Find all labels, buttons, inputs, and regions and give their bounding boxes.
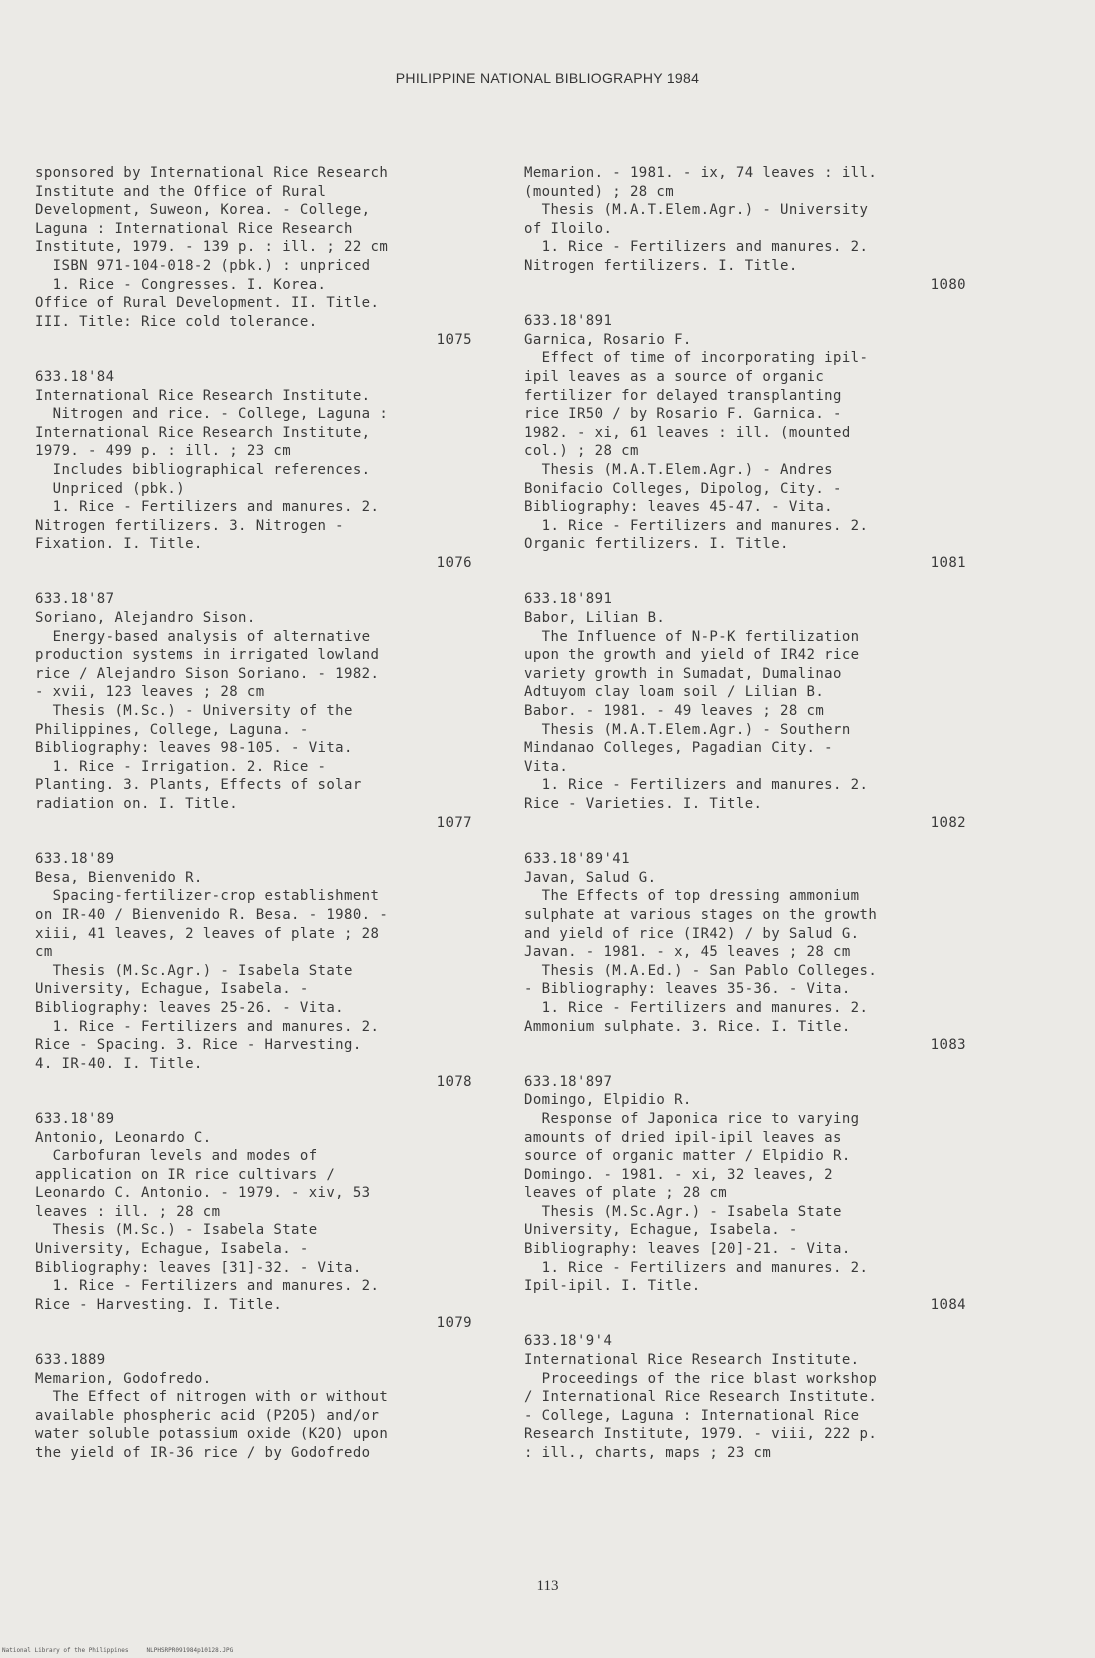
entry-gap: [524, 572, 984, 590]
entry-line: Rice - Spacing. 3. Rice - Harvesting.: [35, 1037, 362, 1054]
entry-line: application on IR rice cultivars /: [35, 1166, 336, 1183]
entry-number: 1080: [930, 276, 966, 293]
entry-number: 1081: [930, 554, 966, 571]
entry-line: 633.18'89'41: [524, 851, 630, 868]
entry-line: Rice - Harvesting. I. Title.: [35, 1296, 283, 1313]
entry-line: cm: [35, 944, 53, 961]
catalog-entry: [524, 312, 984, 572]
entry-line: 1. Rice - Fertilizers and manures. 2.: [35, 1018, 380, 1035]
entry-number: 1076: [436, 554, 472, 571]
entry-number: 1078: [436, 1074, 472, 1091]
entry-line: 633.18'84: [35, 368, 115, 385]
entry-line: Bibliography: leaves 98-105. - Vita.: [35, 740, 353, 757]
entry-line: Research Institute, 1979. - viii, 222 p.: [524, 1426, 878, 1443]
entry-line: 633.18'891: [524, 313, 613, 330]
entry-line: International Rice Research Institute.: [35, 387, 371, 404]
entry-line: Nitrogen fertilizers. 3. Nitrogen -: [35, 517, 345, 534]
entry-line: 633.18'9'4: [524, 1333, 613, 1350]
entry-line: Soriano, Alejandro Sison.: [35, 610, 256, 627]
entry-line: Bibliography: leaves [31]-32. - Vita.: [35, 1259, 362, 1276]
entry-line: III. Title: Rice cold tolerance.: [35, 313, 318, 330]
entry-line: Mindanao Colleges, Pagadian City. -: [524, 740, 834, 757]
entry-line: Thesis (M.Sc.) - University of the: [35, 703, 353, 720]
entry-line: Garnica, Rosario F.: [524, 331, 692, 348]
entry-line: Ammonium sulphate. 3. Rice. I. Title.: [524, 1018, 851, 1035]
entry-line: Institute, 1979. - 139 p. : ill. ; 22 cm: [35, 239, 389, 256]
entry-line: Besa, Bienvenido R.: [35, 869, 203, 886]
entry-line: The Effects of top dressing ammonium: [524, 888, 860, 905]
entry-line: Fixation. I. Title.: [35, 536, 203, 553]
entry-line: (mounted) ; 28 cm: [524, 183, 675, 200]
entry-line: Carbofuran levels and modes of: [35, 1148, 318, 1165]
catalog-entry: [524, 590, 984, 832]
entry-line: University, Echague, Isabela. -: [524, 1222, 798, 1239]
entry-line: ISBN 971-104-018-2 (pbk.) : unpriced: [35, 257, 371, 274]
entry-line: amounts of dried ipil-ipil leaves as: [524, 1129, 842, 1146]
entry-line: 1. Rice - Fertilizers and manures. 2.: [524, 999, 869, 1016]
entry-line: 633.18'89: [35, 851, 115, 868]
entry-number: 1084: [930, 1296, 966, 1313]
entry-line: 1. Rice - Fertilizers and manures. 2.: [524, 1259, 869, 1276]
entry-line: 1. Rice - Irrigation. 2. Rice -: [35, 758, 327, 775]
entry-line: Bibliography: leaves [20]-21. - Vita.: [524, 1241, 851, 1258]
entry-line: sponsored by International Rice Research: [35, 165, 389, 181]
entry-line: Thesis (M.A.T.Elem.Agr.) - University: [524, 202, 869, 219]
entry-line: Leonardo C. Antonio. - 1979. - xiv, 53: [35, 1185, 371, 1202]
entry-line: 633.1889: [35, 1352, 106, 1369]
entry-line: Planting. 3. Plants, Effects of solar: [35, 777, 362, 794]
entry-line: Nitrogen fertilizers. I. Title.: [524, 257, 798, 274]
entry-gap: [35, 1333, 490, 1351]
catalog-entry: [35, 368, 490, 573]
entry-line: Adtuyom clay loam soil / Lilian B.: [524, 684, 825, 701]
entry-line: available phospheric acid (P2O5) and/or: [35, 1407, 380, 1424]
entry-line: University, Echague, Isabela. -: [35, 1241, 309, 1258]
entry-line: Rice - Varieties. I. Title.: [524, 796, 763, 812]
entry-line: col.) ; 28 cm: [524, 443, 639, 460]
entry-number: 1077: [436, 814, 472, 831]
entry-line: Thesis (M.Sc.) - Isabela State: [35, 1222, 318, 1239]
entry-line: Effect of time of incorporating ipil-: [524, 350, 869, 367]
entry-line: Domingo, Elpidio R.: [524, 1092, 692, 1109]
entry-line: Response of Japonica rice to varying: [524, 1110, 860, 1127]
entry-line: of Iloilo.: [524, 220, 613, 237]
entry-number: 1079: [436, 1315, 472, 1332]
entry-line: the yield of IR-36 rice / by Godofredo: [35, 1445, 371, 1461]
entry-line: 633.18'891: [524, 591, 613, 608]
entry-gap: [524, 832, 984, 850]
entry-line: rice / Alejandro Sison Soriano. - 1982.: [35, 665, 380, 682]
entry-line: xiii, 41 leaves, 2 leaves of plate ; 28: [35, 925, 380, 942]
entry-line: 1. Rice - Fertilizers and manures. 2.: [524, 239, 869, 256]
entry-line: Ipil-ipil. I. Title.: [524, 1278, 701, 1295]
entry-line: Energy-based analysis of alternative: [35, 628, 371, 645]
catalog-entry: [35, 850, 490, 1092]
entry-line: Unpriced (pbk.): [35, 480, 186, 497]
entry-line: Bibliography: leaves 45-47. - Vita.: [524, 499, 834, 516]
entry-line: - Bibliography: leaves 35-36. - Vita.: [524, 981, 851, 998]
entry-gap: [524, 1314, 984, 1332]
entry-line: sulphate at various stages on the growth: [524, 906, 878, 923]
page-number: 113: [536, 1578, 559, 1594]
entry-line: on IR-40 / Bienvenido R. Besa. - 1980. -: [35, 906, 389, 923]
entry-line: rice IR50 / by Rosario F. Garnica. -: [524, 406, 842, 423]
page-header: PHILIPPINE NATIONAL BIBLIOGRAPHY 1984: [395, 70, 700, 86]
entry-line: Memarion. - 1981. - ix, 74 leaves : ill.: [524, 165, 878, 181]
catalog-entry: [524, 1073, 984, 1315]
entry-gap: [524, 294, 984, 312]
entry-line: - College, Laguna : International Rice: [524, 1407, 860, 1424]
entry-gap: [35, 350, 490, 368]
entry-line: Thesis (M.A.Ed.) - San Pablo Colleges.: [524, 962, 878, 979]
entry-number: 1082: [930, 814, 966, 831]
entry-line: 1979. - 499 p. : ill. ; 23 cm: [35, 443, 292, 460]
entry-line: International Rice Research Institute.: [524, 1352, 860, 1369]
entry-line: International Rice Research Institute,: [35, 424, 371, 441]
entry-line: Bonifacio Colleges, Dipolog, City. -: [524, 480, 842, 497]
entry-line: Institute and the Office of Rural: [35, 183, 327, 200]
entry-line: 1. Rice - Fertilizers and manures. 2.: [524, 517, 869, 534]
entry-line: production systems in irrigated lowland: [35, 647, 380, 664]
entry-line: 633.18'87: [35, 591, 115, 608]
entry-line: 633.18'89: [35, 1110, 115, 1127]
entry-line: / International Rice Research Institute.: [524, 1389, 878, 1406]
entry-line: 633.18'897: [524, 1073, 613, 1090]
catalog-entry: [524, 850, 984, 1055]
entry-line: Babor. - 1981. - 49 leaves ; 28 cm: [524, 703, 825, 720]
entry-number: 1075: [436, 332, 472, 349]
entry-line: Memarion, Godofredo.: [35, 1370, 212, 1387]
entry-number: 1083: [930, 1037, 966, 1054]
entry-line: water soluble potassium oxide (K2O) upon: [35, 1426, 389, 1443]
entry-line: Domingo. - 1981. - xi, 32 leaves, 2: [524, 1166, 834, 1183]
entry-line: Antonio, Leonardo C.: [35, 1129, 212, 1146]
entry-line: Spacing-fertilizer-crop establishment: [35, 888, 380, 905]
entry-line: and yield of rice (IR42) / by Salud G.: [524, 925, 860, 942]
entry-line: Javan. - 1981. - x, 45 leaves ; 28 cm: [524, 944, 851, 961]
entry-line: Organic fertilizers. I. Title.: [524, 536, 789, 553]
right-column: [524, 164, 984, 1463]
entry-line: 1. Rice - Congresses. I. Korea.: [35, 276, 327, 293]
entry-line: Javan, Salud G.: [524, 869, 657, 886]
entry-line: Vita.: [524, 758, 569, 775]
entry-line: Thesis (M.Sc.Agr.) - Isabela State: [524, 1203, 842, 1220]
entry-line: leaves of plate ; 28 cm: [524, 1185, 728, 1202]
entry-line: Bibliography: leaves 25-26. - Vita.: [35, 999, 345, 1016]
entry-line: Includes bibliographical references.: [35, 461, 371, 478]
entry-line: Babor, Lilian B.: [524, 610, 666, 627]
catalog-entry: [35, 1351, 490, 1463]
entry-line: upon the growth and yield of IR42 rice: [524, 647, 860, 664]
entry-line: 1. Rice - Fertilizers and manures. 2.: [35, 1278, 380, 1295]
entry-line: Thesis (M.A.T.Elem.Agr.) - Andres: [524, 461, 834, 478]
entry-line: Thesis (M.A.T.Elem.Agr.) - Southern: [524, 721, 851, 738]
catalog-entry: [524, 1332, 984, 1462]
entry-line: - xvii, 123 leaves ; 28 cm: [35, 684, 265, 701]
catalog-entry: [35, 1110, 490, 1333]
entry-line: Nitrogen and rice. - College, Laguna :: [35, 406, 389, 423]
entry-line: leaves : ill. ; 28 cm: [35, 1203, 221, 1220]
entry-line: University, Echague, Isabela. -: [35, 981, 309, 998]
entry-line: fertilizer for delayed transplanting: [524, 387, 842, 404]
entry-gap: [524, 1055, 984, 1073]
entry-line: Office of Rural Development. II. Title.: [35, 295, 380, 312]
entry-gap: [35, 572, 490, 590]
entry-line: Proceedings of the rice blast workshop: [524, 1370, 878, 1387]
entry-line: 4. IR-40. I. Title.: [35, 1055, 203, 1072]
entry-line: source of organic matter / Elpidio R.: [524, 1148, 851, 1165]
entry-line: The Influence of N-P-K fertilization: [524, 628, 860, 645]
catalog-entry: [35, 590, 490, 832]
entry-line: Philippines, College, Laguna. -: [35, 721, 309, 738]
entry-line: Development, Suweon, Korea. - College,: [35, 202, 371, 219]
catalog-entry: [35, 164, 490, 350]
catalog-entry: [524, 164, 984, 294]
entry-gap: [35, 832, 490, 850]
entry-line: Laguna : International Rice Research: [35, 220, 353, 237]
entry-line: ipil leaves as a source of organic: [524, 368, 825, 385]
entry-gap: [35, 1092, 490, 1110]
entry-line: variety growth in Sumadat, Dumalinao: [524, 665, 842, 682]
entry-line: radiation on. I. Title.: [35, 796, 239, 812]
entry-line: 1982. - xi, 61 leaves : ill. (mounted: [524, 424, 851, 441]
entry-line: 1. Rice - Fertilizers and manures. 2.: [524, 777, 869, 794]
scan-credit: National Library of the Philippines NLPHSRPR091984p10128.JPG: [2, 1647, 234, 1654]
entry-line: Thesis (M.Sc.Agr.) - Isabela State: [35, 962, 353, 979]
entry-line: The Effect of nitrogen with or without: [35, 1389, 389, 1406]
left-column: [35, 164, 490, 1463]
entry-line: : ill., charts, maps ; 23 cm: [524, 1445, 772, 1461]
entry-line: 1. Rice - Fertilizers and manures. 2.: [35, 499, 380, 516]
